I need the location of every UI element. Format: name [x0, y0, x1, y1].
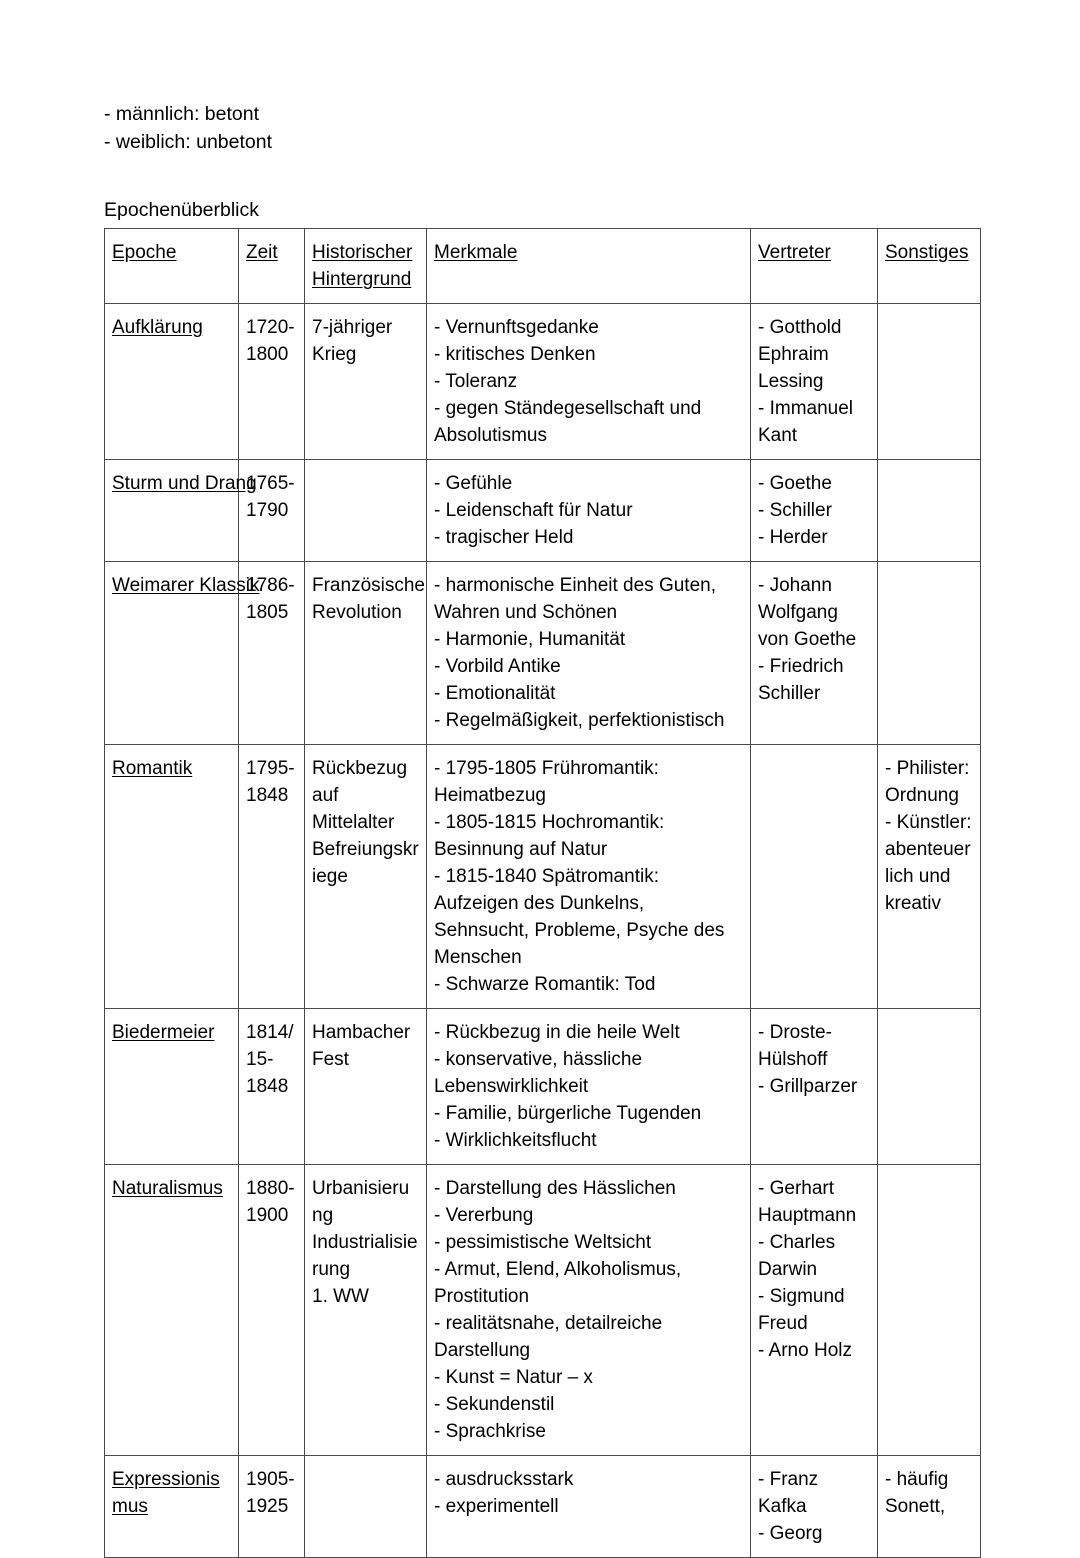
column-header-sonstiges-label: Sonstiges — [885, 242, 969, 263]
cell-vertreter-line: - Johann Wolfgang von Goethe — [758, 575, 857, 650]
cell-merkmale-line: - Gefühle — [434, 473, 513, 494]
cell-vertreter-line: - Immanuel Kant — [758, 398, 859, 446]
cell-sonstiges-line: - Philister: Ordnung — [885, 758, 975, 806]
column-header-hintergrund-line2: Hintergrund — [312, 269, 412, 290]
cell-hintergrund — [305, 1456, 427, 1558]
cell-merkmale-line: - Darstellung des Hässlichen — [434, 1178, 676, 1199]
cell-hintergrund — [305, 1009, 427, 1165]
cell-zeit-line: 1786- — [246, 575, 295, 596]
section-title-epochenueberblick: Epochenüberblick — [104, 199, 260, 221]
cell-merkmale-line: - tragischer Held — [434, 527, 574, 548]
table-row — [105, 745, 981, 1009]
cell-hintergrund-line: iege — [312, 866, 348, 887]
intro-line-maennlich: - männlich: betont — [104, 103, 260, 125]
cell-zeit-line: 1848 — [246, 785, 289, 806]
cell-vertreter-line: - Franz Kafka — [758, 1469, 824, 1517]
cell-zeit-line: 1925 — [246, 1496, 289, 1517]
cell-merkmale-line: - Familie, bürgerliche Tugenden — [434, 1103, 702, 1124]
cell-hintergrund — [305, 304, 427, 460]
cell-sonstiges — [878, 562, 981, 745]
column-header-zeit — [239, 229, 305, 304]
cell-vertreter-line: - Schiller — [758, 500, 832, 521]
cell-vertreter-line: - Goethe — [758, 473, 832, 494]
cell-merkmale-line: - ausdrucksstark — [434, 1469, 574, 1490]
cell-merkmale-line: - Sprachkrise — [434, 1421, 546, 1442]
cell-merkmale-line: - Toleranz — [434, 371, 518, 392]
cell-zeit-line: 1905- — [246, 1469, 295, 1490]
column-header-epoche-label: Epoche — [112, 242, 177, 263]
cell-merkmale-line: - Leidenschaft für Natur — [434, 500, 633, 521]
cell-hintergrund-line: Mittelalter — [312, 812, 395, 833]
cell-epoche-line: Romantik — [112, 758, 193, 779]
cell-epoche-line: Naturalismus — [112, 1178, 223, 1199]
cell-epoche — [105, 1009, 239, 1165]
cell-merkmale-line: - Kunst = Natur – x — [434, 1367, 593, 1388]
cell-zeit-line: 1790 — [246, 500, 289, 521]
cell-merkmale-line: - Vorbild Antike — [434, 656, 561, 677]
table-row — [105, 1009, 981, 1165]
cell-merkmale-line: - pessimistische Weltsicht — [434, 1232, 652, 1253]
column-header-merkmale — [427, 229, 751, 304]
cell-merkmale-line: - gegen Ständegesellschaft und Absolutismus — [434, 398, 706, 446]
cell-vertreter — [751, 304, 878, 460]
cell-vertreter-line: - Arno Holz — [758, 1340, 852, 1361]
cell-merkmale-line: - Harmonie, Humanität — [434, 629, 626, 650]
cell-merkmale-line: - 1805-1815 Hochromantik: Besinnung auf Natur — [434, 812, 670, 860]
cell-vertreter-line: - Charles Darwin — [758, 1232, 841, 1280]
column-header-sonstiges — [878, 229, 981, 304]
cell-vertreter-line: - Droste-Hülshoff — [758, 1022, 832, 1070]
cell-hintergrund-line: Krieg — [312, 344, 357, 365]
cell-hintergrund-line: Urbanisieru — [312, 1178, 410, 1199]
cell-sonstiges — [878, 745, 981, 1009]
cell-zeit — [239, 1165, 305, 1456]
cell-zeit-line: 1900 — [246, 1205, 289, 1226]
cell-merkmale-line: - Vererbung — [434, 1205, 534, 1226]
column-header-merkmale-label: Merkmale — [434, 242, 518, 263]
cell-zeit-line: 1800 — [246, 344, 289, 365]
cell-hintergrund — [305, 745, 427, 1009]
cell-merkmale-line: - kritisches Denken — [434, 344, 596, 365]
cell-zeit-line: 1805 — [246, 602, 289, 623]
cell-merkmale-line: - Emotionalität — [434, 683, 556, 704]
intro-line-weiblich: - weiblich: unbetont — [104, 131, 273, 153]
cell-sonstiges — [878, 304, 981, 460]
cell-zeit — [239, 745, 305, 1009]
cell-zeit-line: 1848 — [246, 1076, 289, 1097]
column-header-vertreter-label: Vertreter — [758, 242, 831, 263]
table-row — [105, 460, 981, 562]
cell-merkmale — [427, 304, 751, 460]
cell-merkmale-line: - Wirklichkeitsflucht — [434, 1130, 597, 1151]
cell-sonstiges-line: - Künstler: abenteuer — [885, 812, 977, 860]
cell-sonstiges — [878, 1165, 981, 1456]
table-header-row — [105, 229, 981, 304]
cell-hintergrund — [305, 562, 427, 745]
cell-merkmale-line: - Vernunftsgedanke — [434, 317, 599, 338]
cell-merkmale-line: - Sekundenstil — [434, 1394, 555, 1415]
cell-hintergrund-line: Rückbezug — [312, 758, 408, 779]
cell-merkmale — [427, 1009, 751, 1165]
cell-vertreter — [751, 562, 878, 745]
cell-hintergrund-line: Hambacher — [312, 1022, 411, 1043]
cell-epoche-line: Aufklärung — [112, 317, 203, 338]
cell-merkmale-line: - Regelmäßigkeit, perfektionistisch — [434, 710, 725, 731]
cell-vertreter-line: - Gerhart Hauptmann — [758, 1178, 857, 1226]
cell-sonstiges-line: kreativ — [885, 893, 941, 914]
cell-epoche — [105, 1456, 239, 1558]
cell-zeit — [239, 304, 305, 460]
cell-hintergrund-line: 1. WW — [312, 1286, 369, 1307]
cell-merkmale — [427, 460, 751, 562]
cell-merkmale — [427, 745, 751, 1009]
cell-sonstiges-line: lich und — [885, 866, 951, 887]
cell-vertreter — [751, 460, 878, 562]
table-row — [105, 304, 981, 460]
cell-merkmale-line: - harmonische Einheit des Guten, Wahren und Schönen — [434, 575, 722, 623]
cell-epoche — [105, 562, 260, 745]
cell-epoche-line: Weimarer Klassik — [112, 575, 260, 596]
cell-vertreter-line: - Sigmund Freud — [758, 1286, 850, 1334]
cell-merkmale-line: - Rückbezug in die heile Welt — [434, 1022, 680, 1043]
cell-hintergrund-line: Industrialisie — [312, 1232, 418, 1253]
cell-merkmale-line: - Schwarze Romantik: Tod — [434, 974, 656, 995]
cell-hintergrund — [305, 460, 427, 562]
cell-epoche-line: mus — [112, 1496, 148, 1517]
column-header-epoche — [105, 229, 239, 304]
cell-epoche — [105, 745, 239, 1009]
cell-merkmale — [427, 1165, 751, 1456]
cell-zeit-line: 1795- — [246, 758, 295, 779]
cell-epoche — [105, 304, 239, 460]
cell-epoche-line: Expressionis — [112, 1469, 220, 1490]
table-row — [105, 562, 981, 745]
cell-hintergrund-line: Fest — [312, 1049, 349, 1070]
cell-vertreter-line: - Friedrich Schiller — [758, 656, 849, 704]
cell-vertreter-line: - Grillparzer — [758, 1076, 858, 1097]
cell-hintergrund-line: Revolution — [312, 602, 402, 623]
cell-sonstiges — [878, 460, 981, 562]
cell-zeit — [239, 460, 305, 562]
epochen-table — [104, 228, 981, 1558]
cell-merkmale-line: - konservative, hässliche Lebenswirklichkeit — [434, 1049, 648, 1097]
intro-notes — [104, 100, 980, 156]
cell-vertreter — [751, 1165, 878, 1456]
cell-vertreter-line: - Herder — [758, 527, 828, 548]
page-content — [104, 100, 980, 1558]
cell-epoche-line: Biedermeier — [112, 1022, 215, 1043]
cell-vertreter-line: - Georg — [758, 1523, 823, 1544]
cell-zeit-line: 1720- — [246, 317, 295, 338]
cell-sonstiges — [878, 1456, 981, 1558]
cell-zeit-line: 1765- — [246, 473, 295, 494]
column-header-historischer-hintergrund — [305, 229, 427, 304]
column-header-zeit-label: Zeit — [246, 242, 278, 263]
table-body — [105, 304, 981, 1558]
cell-merkmale — [427, 1456, 751, 1558]
cell-sonstiges — [878, 1009, 981, 1165]
cell-merkmale-line: - experimentell — [434, 1496, 559, 1517]
cell-merkmale-line: - 1795-1805 Frühromantik: Heimatbezug — [434, 758, 665, 806]
cell-zeit-line: 15- — [246, 1049, 274, 1070]
cell-epoche-line: Sturm und Drang — [112, 473, 257, 494]
table-row — [105, 1456, 981, 1558]
cell-merkmale-line: - Armut, Elend, Alkoholismus, Prostitution — [434, 1259, 687, 1307]
cell-hintergrund-line: Befreiungskr — [312, 839, 419, 860]
cell-hintergrund-line: auf — [312, 785, 339, 806]
column-header-hintergrund-line1: Historischer — [312, 242, 413, 263]
cell-hintergrund-line: 7-jähriger — [312, 317, 393, 338]
table-row — [105, 1165, 981, 1456]
cell-zeit — [239, 1456, 305, 1558]
cell-merkmale-line: - realitätsnahe, detailreiche Darstellung — [434, 1313, 668, 1361]
cell-hintergrund-line: Französische — [312, 575, 425, 596]
cell-vertreter — [751, 1009, 878, 1165]
cell-sonstiges-line: - häufig Sonett, — [885, 1469, 954, 1517]
cell-zeit — [239, 1009, 305, 1165]
cell-hintergrund — [305, 1165, 427, 1456]
cell-hintergrund-line: ng — [312, 1205, 334, 1226]
cell-epoche — [105, 460, 257, 562]
cell-zeit-line: 1880- — [246, 1178, 295, 1199]
cell-epoche — [105, 1165, 239, 1456]
column-header-vertreter — [751, 229, 878, 304]
cell-merkmale-line: - 1815-1840 Spätromantik: Aufzeigen des Dunkelns, Sehnsucht, Probleme, Psyche des Menschen — [434, 866, 730, 968]
cell-merkmale — [427, 562, 751, 745]
cell-zeit — [239, 562, 305, 745]
cell-vertreter — [751, 1456, 878, 1558]
cell-zeit-line: 1814/ — [246, 1022, 294, 1043]
cell-vertreter-line: - Gotthold Ephraim Lessing — [758, 317, 847, 392]
cell-hintergrund-line: rung — [312, 1259, 351, 1280]
cell-vertreter — [751, 745, 878, 1009]
